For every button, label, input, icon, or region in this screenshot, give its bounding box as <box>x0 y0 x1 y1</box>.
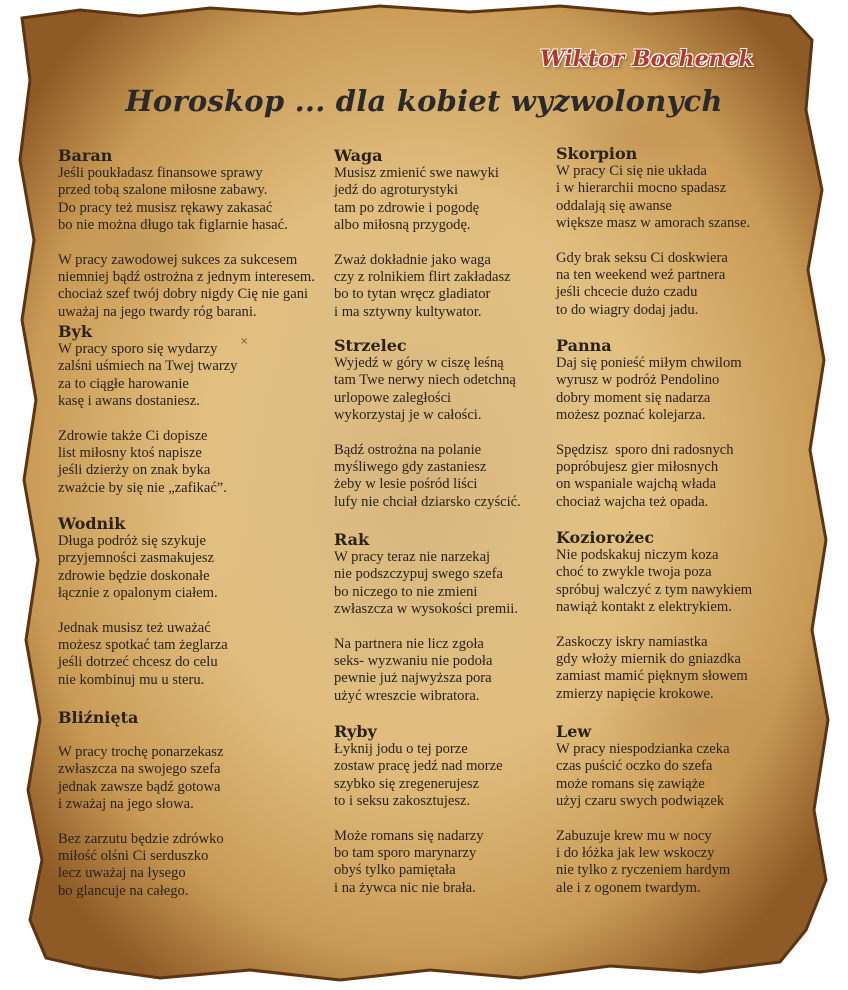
sign-name: Bliźnięta <box>58 708 139 727</box>
stanza: Na partnera nie licz zgoła seks- wyzwaniu nie podoła pewnie już najwyższa pora użyć wreszcie wibratora. <box>334 635 493 704</box>
sign-wodnik <box>58 514 228 689</box>
sign-name: Baran <box>58 146 113 165</box>
stanza: Musisz zmienić swe nawyki jedź do agroturystyki tam po zdrowie i pogodę albo miłosną przygodę. <box>334 165 499 234</box>
stanza: Jednak musisz też uważać możesz spotkać tam żeglarza jeśli dotrzeć chcesz do celu nie kombinuj mu u steru. <box>58 619 228 688</box>
sign-panna <box>556 336 742 511</box>
stanza: Zaskoczy iskry namiastka gdy włoży miernik do gniazdka zamiast mamić pięknym słowem zmierzy napięcie krokowe. <box>556 633 748 702</box>
stanza: Daj się ponieść miłym chwilom wyrusz w podróż Pendolino dobry moment się nadarza możesz poznać kolejarza. <box>556 355 742 424</box>
author-name: Wiktor Bochenek <box>540 46 754 72</box>
stanza: Łyknij jodu o tej porze zostaw pracę jedź nad morze szybko się zregenerujesz to i seksu zakosztujesz. <box>334 741 503 810</box>
sign-name: Ryby <box>334 722 377 741</box>
page-title: Horoskop ... dla kobiet wyzwolonych <box>125 84 723 118</box>
sign-waga <box>334 146 511 321</box>
sign-name: Koziorożec <box>556 528 655 547</box>
stanza: Spędzisz sporo dni radosnych popróbujesz gier miłosnych on wspaniale wajchą włada chociaż wajcha też opada. <box>556 441 734 510</box>
stanza: Zdrowie także Ci dopisze list miłosny ktoś napisze jeśli dzierży on znak byka zważcie by się nie „zafikać”. <box>58 427 227 496</box>
sign-name: Waga <box>334 146 383 165</box>
stanza: Nie podskakuj niczym koza choć to zwykle twoja poza spróbuj walczyć z tym nawykiem nawiąż kontakt z elektrykiem. <box>556 547 753 616</box>
sign-name: Strzelec <box>334 336 407 355</box>
stanza: Wyjedź w góry w ciszę leśną tam Twe nerwy niech odetchną urlopowe zaległości wykorzystaj je w całości. <box>334 355 516 424</box>
stanza: Długa podróż się szykuje przyjemności zasmakujesz zdrowie będzie doskonałe łącznie z opalonym ciałem. <box>58 533 218 602</box>
stanza: Zważ dokładnie jako waga czy z rolnikiem flirt zakładasz bo to tytan wręcz gladiator i ma sztywny kultywator. <box>334 251 511 320</box>
sign-bliznieta <box>58 708 224 900</box>
sign-name: Panna <box>556 336 612 355</box>
stanza: W pracy sporo się wydarzy zalśni uśmiech na Twej twarzy za to ciągłe harowanie kasę i awans dostaniesz. <box>58 341 238 410</box>
sign-name: Skorpion <box>556 144 638 163</box>
sign-name: Rak <box>334 530 370 549</box>
stanza: Jeśli poukładasz finansowe sprawy przed tobą szalone miłosne zabawy. Do pracy też musisz rękawy zakasać bo nie można długo tak figlarnie hasać. <box>58 165 288 234</box>
close-mark-icon: × <box>240 336 249 347</box>
sign-name: Lew <box>556 722 592 741</box>
stanza: W pracy trochę ponarzekasz zwłaszcza na swojego szefa jednak zawsze bądź gotowa i zważaj na jego słowa. <box>58 744 224 813</box>
stanza: Zabuzuje krew mu w nocy i do łóżka jak lew wskoczy nie tylko z ryczeniem hardym ale i z ogonem twardym. <box>556 827 731 896</box>
stanza: Gdy brak seksu Ci doskwiera na ten weekend weź partnera jeśli chcecie dużo czadu to do wiagry dodaj jadu. <box>556 249 728 318</box>
sign-name: Byk <box>58 322 92 341</box>
sign-ryby <box>334 722 503 897</box>
stanza: W pracy Ci się nie układa i w hierarchii mocno spadasz oddalają się awanse większe masz w amorach szanse. <box>556 163 751 232</box>
sign-koziorozec <box>556 528 752 703</box>
stanza: W pracy niespodzianka czeka czas puścić oczko do szefa może romans się zawiąże użyj czaru swych podwiązek <box>556 741 730 810</box>
stanza: Bądź ostrożna na polanie myśliwego gdy zastaniesz żeby w lesie pośród liści lufy nie chciał dziarsko czyścić. <box>334 441 521 510</box>
sign-lew <box>556 722 730 897</box>
sign-rak <box>334 530 518 705</box>
stanza: W pracy zawodowej sukces za sukcesem niemniej bądź ostrożna z jednym interesem. chociaż szef twój dobry nigdy Cię nie gani uważaj na jego twardy róg barani. <box>58 251 315 320</box>
sign-baran <box>58 146 315 321</box>
sign-strzelec <box>334 336 521 511</box>
sign-skorpion <box>556 144 750 319</box>
stanza: W pracy teraz nie narzekaj nie podszczypuj swego szefa bo niczego to nie zmieni zwłaszcza w wysokości premii. <box>334 549 518 618</box>
sign-name: Wodnik <box>58 514 126 533</box>
sign-byk <box>58 322 237 497</box>
stanza: Może romans się nadarzy bo tam sporo marynarzy obyś tylko pamiętała i na żywca nic nie brała. <box>334 827 484 896</box>
stanza: Bez zarzutu będzie zdrówko miłość olśni Ci serduszko lecz uważaj na łysego bo glancuje na całego. <box>58 830 224 899</box>
